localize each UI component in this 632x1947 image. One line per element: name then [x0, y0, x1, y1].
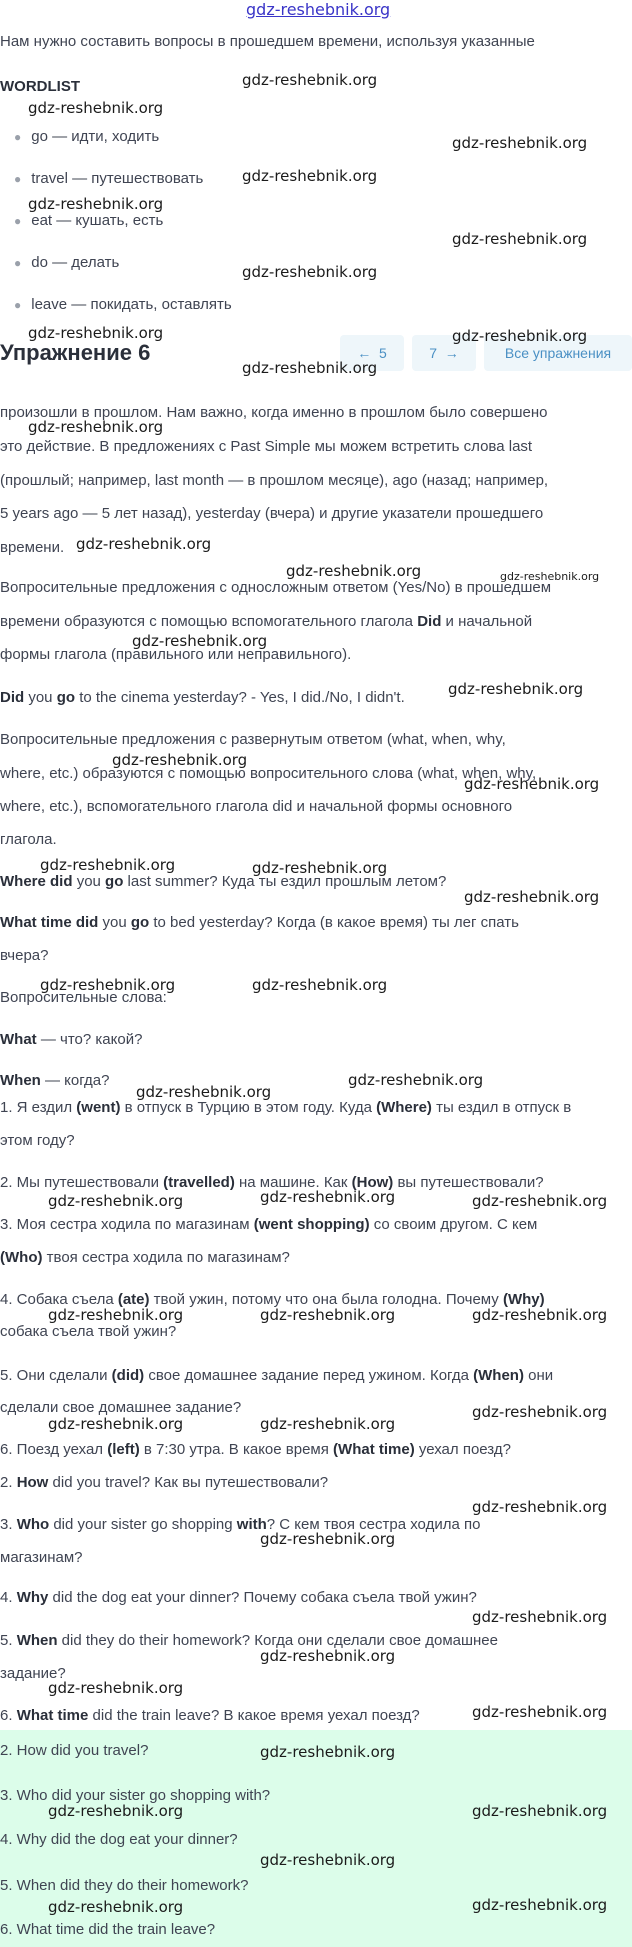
- explanation-line: задание?: [0, 1665, 66, 1682]
- watermark: gdz-reshebnik.org: [136, 1083, 272, 1101]
- task-line: сделали свое домашнее задание?: [0, 1399, 242, 1416]
- task-line: (Who) твоя сестра ходила по магазинам?: [0, 1249, 290, 1266]
- watermark: gdz-reshebnik.org: [464, 775, 600, 793]
- watermark: gdz-reshebnik.org: [242, 263, 378, 281]
- watermark: gdz-reshebnik.org: [48, 1898, 184, 1916]
- intro-text: Нам нужно составить вопросы в прошедшем времени, используя указанные: [0, 33, 535, 50]
- explanation-line: 5. When did they do their homework? Когда они сделали свое домашнее: [0, 1632, 498, 1649]
- watermark: gdz-reshebnik.org: [260, 1188, 396, 1206]
- watermark: gdz-reshebnik.org: [260, 1743, 396, 1761]
- task-line: 4. Собака съела (ate) твой ужин, потому что она была голодна. Почему (Why): [0, 1291, 545, 1308]
- watermark: gdz-reshebnik.org: [242, 359, 378, 377]
- task-line: 3. Моя сестра ходила по магазинам (went shopping) со своим другом. С кем: [0, 1216, 538, 1233]
- explanation-line: магазинам?: [0, 1549, 83, 1566]
- theory-line: Вопросительные слова:: [0, 989, 167, 1006]
- watermark: gdz-reshebnik.org: [28, 99, 164, 117]
- explanation-line: 3. Who did your sister go shopping with? С кем твоя сестра ходила по: [0, 1516, 481, 1533]
- watermark: gdz-reshebnik.org: [76, 535, 212, 553]
- watermark: gdz-reshebnik.org: [260, 1306, 396, 1324]
- task-line: этом году?: [0, 1132, 75, 1149]
- watermark: gdz-reshebnik.org: [28, 418, 164, 436]
- theory-example: Did you go to the cinema yesterday? - Yes, I did./No, I didn't.: [0, 689, 405, 706]
- theory-line: (прошлый; например, last month — в прошлом месяце), ago (назад; например,: [0, 472, 549, 489]
- prev-exercise-button[interactable]: ← 5: [340, 335, 404, 371]
- answer-line: 3. Who did your sister go shopping with?: [0, 1787, 271, 1804]
- watermark: gdz-reshebnik.org: [40, 976, 176, 994]
- theory-line: When — когда?: [0, 1072, 110, 1089]
- site-link[interactable]: gdz-reshebnik.org: [246, 0, 391, 19]
- exercise-title: Упражнение 6: [0, 340, 151, 365]
- task-line: собака съела твой ужин?: [0, 1323, 177, 1340]
- bullet-icon: ●: [14, 130, 22, 144]
- theory-line: времени образуются с помощью вспомогательного глагола Did и начальной: [0, 613, 533, 630]
- wordlist-item: ● travel — путешествовать: [14, 170, 204, 187]
- theory-example: What time did you go to bed yesterday? Когда (в какое время) ты лег спать: [0, 914, 519, 931]
- watermark: gdz-reshebnik.org: [260, 1647, 396, 1665]
- watermark: gdz-reshebnik.org: [452, 327, 588, 345]
- theory-line: Вопросительные предложения с односложным ответом (Yes/No) в прошедшем: [0, 579, 552, 596]
- task-line: 1. Я ездил (went) в отпуск в Турцию в этом году. Куда (Where) ты ездил в отпуск в: [0, 1099, 572, 1116]
- watermark: gdz-reshebnik.org: [132, 632, 268, 650]
- theory-line: это действие. В предложениях с Past Simple мы можем встретить слова last: [0, 438, 533, 455]
- watermark: gdz-reshebnik.org: [48, 1415, 184, 1433]
- wordlist-item: ● go — идти, ходить: [14, 128, 160, 145]
- bullet-icon: ●: [14, 298, 22, 312]
- watermark: gdz-reshebnik.org: [48, 1802, 184, 1820]
- arrow-left-icon: ←: [357, 345, 379, 361]
- theory-line: What — что? какой?: [0, 1031, 143, 1048]
- task-line: 6. Поезд уехал (left) в 7:30 утра. В какое время (What time) уехал поезд?: [0, 1441, 511, 1458]
- watermark: gdz-reshebnik.org: [28, 324, 164, 342]
- all-exercises-button[interactable]: Все упражнения: [484, 335, 632, 371]
- task-line: 5. Они сделали (did) свое домашнее задание перед ужином. Когда (When) они: [0, 1367, 554, 1384]
- bullet-icon: ●: [14, 256, 22, 270]
- watermark: gdz-reshebnik.org: [472, 1192, 608, 1210]
- watermark: gdz-reshebnik.org: [48, 1306, 184, 1324]
- watermark: gdz-reshebnik.org: [48, 1192, 184, 1210]
- theory-line: 5 years ago — 5 лет назад), yesterday (вчера) и другие указатели прошедшего: [0, 505, 544, 522]
- watermark: gdz-reshebnik.org: [500, 570, 600, 583]
- theory-line: where, etc.) образуются с помощью вопросительного слова (what, when, why,: [0, 765, 537, 782]
- watermark: gdz-reshebnik.org: [242, 167, 378, 185]
- watermark: gdz-reshebnik.org: [472, 1403, 608, 1421]
- theory-line: where, etc.), вспомогательного глагола did и начальной формы основного: [0, 798, 513, 815]
- theory-line: глагола.: [0, 831, 57, 848]
- wordlist-title: WORDLIST: [0, 78, 80, 95]
- watermark: gdz-reshebnik.org: [242, 71, 378, 89]
- watermark: gdz-reshebnik.org: [260, 1851, 396, 1869]
- bullet-icon: ●: [14, 214, 22, 228]
- theory-example: Where did you go last summer? Куда ты ездил прошлым летом?: [0, 873, 447, 890]
- watermark: gdz-reshebnik.org: [452, 134, 588, 152]
- watermark: gdz-reshebnik.org: [40, 856, 176, 874]
- watermark: gdz-reshebnik.org: [286, 562, 422, 580]
- watermark: gdz-reshebnik.org: [28, 195, 164, 213]
- answer-line: 4. Why did the dog eat your dinner?: [0, 1831, 238, 1848]
- wordlist-item: ● leave — покидать, оставлять: [14, 296, 232, 313]
- wordlist-item: ● do — делать: [14, 254, 120, 271]
- watermark: gdz-reshebnik.org: [472, 1306, 608, 1324]
- task-line: 2. Мы путешествовали (travelled) на машине. Как (How) вы путешествовали?: [0, 1174, 544, 1191]
- explanation-line: 6. What time did the train leave? В какое время уехал поезд?: [0, 1707, 420, 1724]
- watermark: gdz-reshebnik.org: [452, 230, 588, 248]
- answer-line: 2. How did you travel?: [0, 1742, 149, 1759]
- watermark: gdz-reshebnik.org: [252, 976, 388, 994]
- watermark: gdz-reshebnik.org: [112, 751, 248, 769]
- watermark: gdz-reshebnik.org: [472, 1498, 608, 1516]
- arrow-right-icon: →: [437, 345, 459, 361]
- answer-line: 5. When did they do their homework?: [0, 1877, 249, 1894]
- watermark: gdz-reshebnik.org: [48, 1679, 184, 1697]
- watermark: gdz-reshebnik.org: [472, 1608, 608, 1626]
- bullet-icon: ●: [14, 172, 22, 186]
- watermark: gdz-reshebnik.org: [472, 1802, 608, 1820]
- watermark: gdz-reshebnik.org: [260, 1530, 396, 1548]
- theory-line: произошли в прошлом. Нам важно, когда именно в прошлом было совершено: [0, 404, 548, 421]
- watermark: gdz-reshebnik.org: [348, 1071, 484, 1089]
- next-exercise-button[interactable]: 7 →: [412, 335, 476, 371]
- theory-line: вчера?: [0, 947, 49, 964]
- watermark: gdz-reshebnik.org: [464, 888, 600, 906]
- watermark: gdz-reshebnik.org: [472, 1896, 608, 1914]
- watermark: gdz-reshebnik.org: [260, 1415, 396, 1433]
- theory-line: формы глагола (правильного или неправильного).: [0, 646, 352, 663]
- watermark: gdz-reshebnik.org: [472, 1703, 608, 1721]
- watermark: gdz-reshebnik.org: [252, 859, 388, 877]
- theory-line: Вопросительные предложения с развернутым ответом (what, when, why,: [0, 731, 506, 748]
- watermark: gdz-reshebnik.org: [448, 680, 584, 698]
- theory-line: времени.: [0, 539, 65, 556]
- explanation-line: 2. How did you travel? Как вы путешествовали?: [0, 1474, 329, 1491]
- wordlist-item: ● eat — кушать, есть: [14, 212, 164, 229]
- answer-line: 6. What time did the train leave?: [0, 1921, 216, 1938]
- explanation-line: 4. Why did the dog eat your dinner? Почему собака съела твой ужин?: [0, 1589, 477, 1606]
